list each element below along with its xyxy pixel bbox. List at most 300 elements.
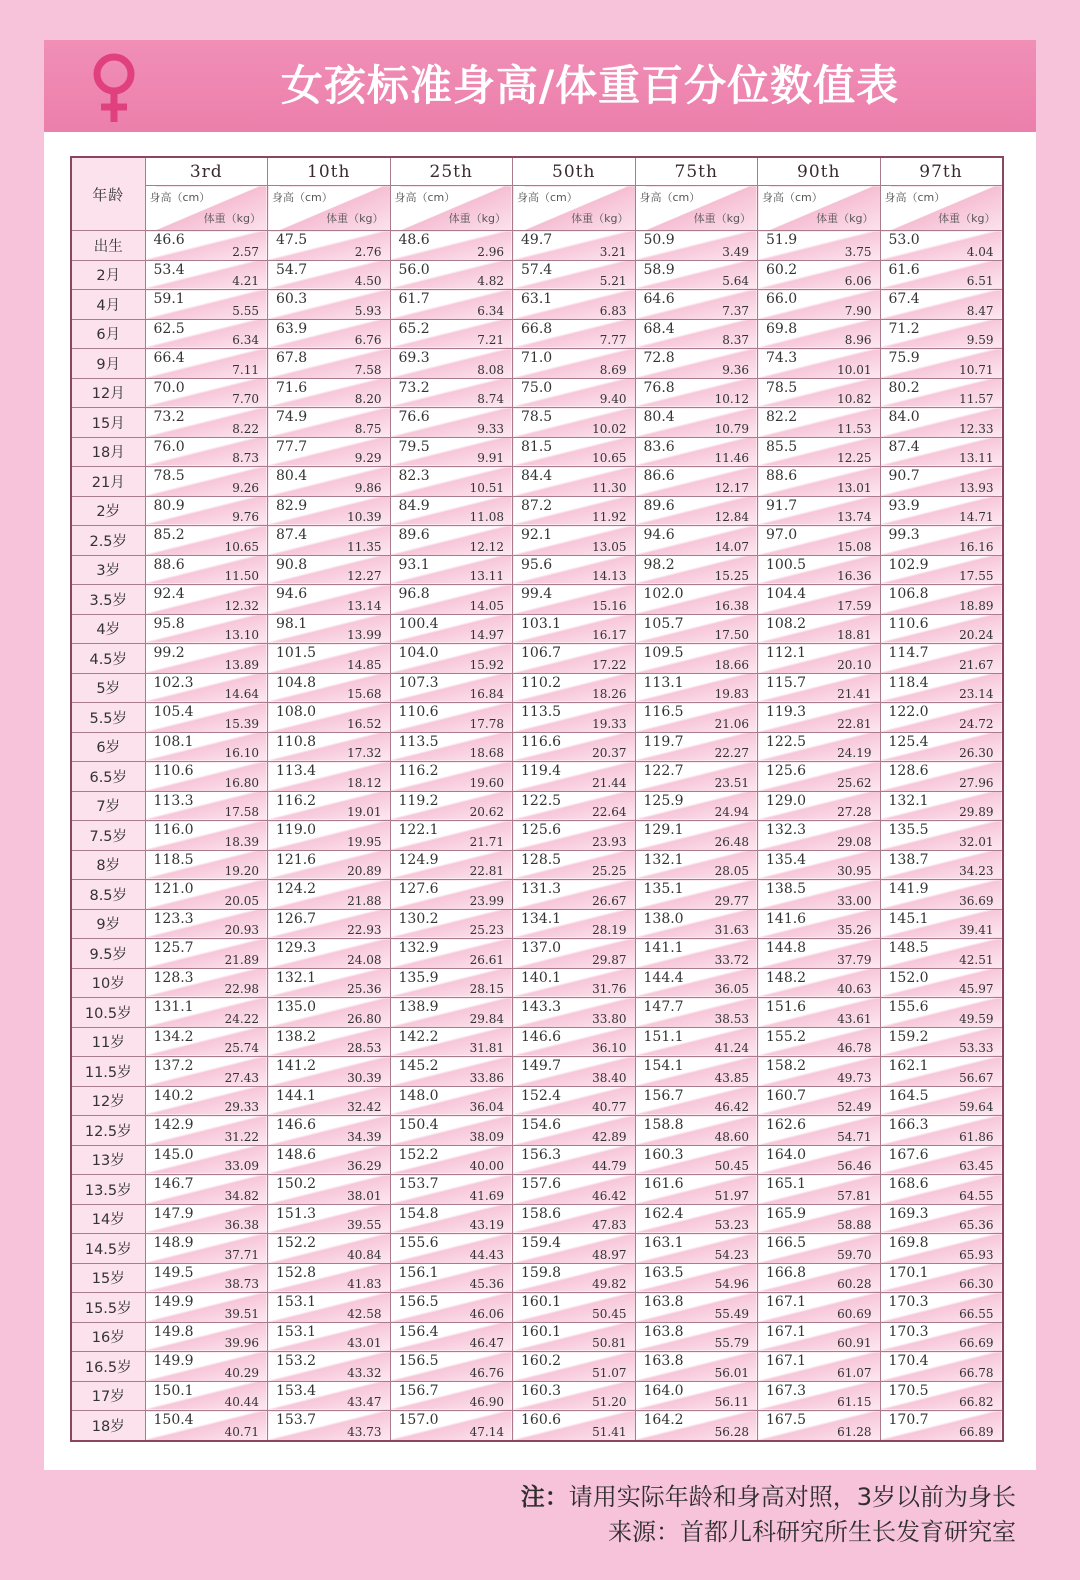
weight-value: 50.81 (592, 1336, 627, 1350)
value-cell (758, 319, 881, 349)
value-cell (635, 290, 758, 320)
height-value: 151.3 (276, 1205, 317, 1222)
value-cell (758, 260, 881, 290)
value-cell (390, 968, 513, 998)
weight-value: 20.89 (347, 864, 382, 878)
weight-value: 21.88 (347, 893, 382, 908)
value-cell (145, 850, 268, 880)
value-cell (635, 349, 758, 379)
height-value: 122.0 (888, 704, 929, 720)
value-cell (145, 1381, 268, 1411)
height-value: 149.5 (153, 1264, 194, 1281)
value-cell (268, 732, 391, 762)
table-row (71, 880, 1003, 910)
height-value: 113.5 (398, 733, 439, 750)
age-cell: 2岁 (71, 496, 145, 526)
value-cell (635, 998, 758, 1028)
age-cell: 11岁 (71, 1027, 145, 1057)
weight-value: 24.22 (224, 1011, 259, 1026)
height-value: 170.4 (888, 1353, 929, 1369)
weight-value: 23.14 (959, 687, 994, 701)
weight-value: 38.09 (469, 1129, 504, 1144)
weight-value: 31.63 (714, 923, 749, 937)
value-cell (880, 290, 1003, 320)
weight-value: 49.82 (592, 1277, 627, 1291)
value-cell (880, 821, 1003, 851)
weight-value: 14.71 (959, 510, 994, 524)
age-cell: 5.5岁 (71, 703, 145, 733)
value-cell (268, 349, 391, 379)
weight-value: 13.01 (837, 480, 872, 495)
value-cell (513, 585, 636, 615)
value-cell (390, 673, 513, 703)
value-cell (880, 1263, 1003, 1293)
weight-value: 33.80 (592, 1011, 627, 1026)
table-row (71, 1411, 1003, 1441)
height-value: 82.2 (766, 409, 798, 425)
weight-value: 16.80 (224, 775, 259, 790)
weight-value: 9.86 (354, 480, 382, 495)
value-cell (513, 378, 636, 408)
age-cell: 18月 (71, 437, 145, 467)
height-value: 88.6 (766, 468, 798, 484)
weight-value: 8.37 (722, 333, 749, 347)
height-value: 160.1 (521, 1323, 562, 1340)
value-cell (635, 231, 758, 261)
height-value: 71.0 (521, 350, 553, 366)
height-value: 85.2 (153, 527, 185, 543)
weight-value: 43.19 (469, 1218, 504, 1232)
value-cell (758, 821, 881, 851)
growth-table (70, 156, 1004, 1442)
value-cell (880, 1322, 1003, 1352)
value-cell (758, 1293, 881, 1323)
value-cell (880, 1411, 1003, 1441)
table-row (71, 1293, 1003, 1323)
table-row (71, 1263, 1003, 1293)
height-value: 59.1 (153, 291, 185, 307)
weight-value: 17.78 (469, 716, 504, 731)
value-cell (880, 1086, 1003, 1116)
value-cell (880, 1027, 1003, 1057)
height-value: 113.3 (153, 792, 194, 809)
weight-value: 22.98 (224, 982, 259, 996)
height-value: 108.1 (153, 733, 194, 750)
weight-value: 10.12 (714, 392, 749, 406)
table-row (71, 732, 1003, 762)
weight-value: 18.68 (469, 746, 504, 760)
weight-value: 29.84 (469, 1011, 504, 1026)
height-value: 148.2 (766, 969, 807, 986)
value-cell (513, 1293, 636, 1323)
height-value: 119.2 (398, 792, 439, 809)
weight-value: 51.97 (714, 1188, 749, 1203)
weight-value: 25.25 (592, 864, 627, 878)
note-text: 请用实际年龄和身高对照，3岁以前为身长 (568, 1483, 1016, 1511)
height-value: 100.5 (766, 556, 807, 573)
value-cell (758, 1411, 881, 1441)
weight-value: 7.37 (722, 303, 749, 318)
height-value: 153.7 (398, 1176, 439, 1192)
weight-value: 15.25 (714, 569, 749, 583)
weight-value: 13.11 (959, 451, 994, 465)
age-cell: 10岁 (71, 968, 145, 998)
value-cell (880, 1293, 1003, 1323)
weight-value: 5.21 (599, 274, 627, 288)
value-cell (513, 703, 636, 733)
value-cell (635, 968, 758, 998)
weight-value: 29.87 (592, 952, 627, 967)
weight-value: 18.26 (592, 687, 627, 701)
weight-value: 38.73 (224, 1277, 259, 1291)
value-cell (758, 1352, 881, 1382)
value-cell (145, 1116, 268, 1146)
weight-value: 10.01 (837, 362, 872, 377)
value-cell (635, 762, 758, 792)
weight-value: 40.44 (224, 1395, 259, 1409)
weight-value: 22.93 (347, 923, 382, 937)
value-cell (880, 1116, 1003, 1146)
weight-value: 21.71 (469, 834, 504, 849)
weight-value: 32.01 (959, 834, 994, 849)
value-cell (758, 1145, 881, 1175)
weight-value: 5.55 (232, 303, 259, 318)
weight-value: 26.30 (959, 746, 994, 760)
age-cell: 9岁 (71, 909, 145, 939)
value-cell (513, 1086, 636, 1116)
unit-header-cell (513, 186, 636, 231)
height-value: 127.6 (398, 881, 439, 897)
height-value: 94.6 (643, 527, 675, 543)
value-cell (513, 555, 636, 585)
age-cell: 13岁 (71, 1145, 145, 1175)
height-value: 63.9 (276, 320, 308, 337)
height-value: 144.4 (643, 969, 684, 986)
weight-value: 20.05 (224, 893, 259, 908)
height-value: 79.5 (398, 438, 430, 455)
value-cell (513, 939, 636, 969)
height-value: 75.0 (521, 379, 553, 396)
height-value: 164.5 (888, 1087, 929, 1104)
height-value: 89.6 (643, 497, 675, 514)
value-cell (513, 1116, 636, 1146)
height-value: 131.3 (521, 881, 562, 897)
weight-value: 18.12 (347, 775, 382, 790)
age-cell: 2.5岁 (71, 526, 145, 556)
weight-value: 5.64 (722, 274, 749, 288)
height-value: 107.3 (398, 674, 439, 691)
weight-value: 6.51 (966, 274, 994, 288)
table-row (71, 408, 1003, 438)
weight-value: 8.75 (354, 421, 382, 436)
age-cell: 12.5岁 (71, 1116, 145, 1146)
value-cell (758, 968, 881, 998)
height-value: 106.8 (888, 586, 929, 602)
weight-value: 19.95 (347, 834, 382, 849)
height-value: 160.3 (643, 1146, 684, 1163)
value-cell (758, 703, 881, 733)
value-cell (390, 290, 513, 320)
height-value: 66.4 (153, 350, 185, 366)
height-value: 110.2 (521, 674, 562, 691)
weight-value: 28.15 (469, 982, 504, 996)
note-line (521, 1480, 1016, 1515)
value-cell (758, 762, 881, 792)
value-cell (268, 260, 391, 290)
height-value: 104.8 (276, 674, 317, 691)
weight-value: 54.23 (714, 1247, 749, 1262)
height-value: 153.1 (276, 1294, 317, 1310)
value-cell (268, 614, 391, 644)
weight-value: 21.67 (959, 657, 994, 672)
value-cell (635, 673, 758, 703)
weight-value: 14.85 (347, 657, 382, 672)
weight-value: 66.30 (959, 1277, 994, 1291)
weight-value: 12.25 (837, 451, 872, 465)
value-cell (145, 526, 268, 556)
height-value: 81.5 (521, 438, 553, 455)
table-row (71, 939, 1003, 969)
height-unit-label: 身高（cm） (517, 191, 578, 204)
value-cell (513, 349, 636, 379)
weight-value: 22.81 (837, 716, 872, 731)
height-value: 155.6 (398, 1235, 439, 1251)
weight-value: 16.16 (959, 539, 994, 554)
height-value: 64.6 (643, 291, 675, 307)
value-cell (145, 939, 268, 969)
age-cell: 16岁 (71, 1322, 145, 1352)
percentile-header: 75th (635, 157, 758, 186)
weight-value: 38.53 (714, 1011, 749, 1026)
weight-value: 28.19 (592, 923, 627, 937)
height-value: 153.7 (276, 1412, 317, 1428)
table-row (71, 1116, 1003, 1146)
value-cell (758, 644, 881, 674)
weight-value: 8.69 (599, 362, 627, 377)
weight-value: 46.06 (469, 1306, 504, 1321)
value-cell (390, 1352, 513, 1382)
table-row (71, 821, 1003, 851)
weight-value: 4.82 (477, 274, 504, 288)
height-value: 76.0 (153, 438, 185, 455)
height-value: 170.7 (888, 1412, 929, 1428)
value-cell (268, 1322, 391, 1352)
weight-value: 6.06 (844, 274, 872, 288)
weight-value: 64.55 (959, 1188, 994, 1203)
unit-header-row (71, 186, 1003, 231)
weight-value: 8.73 (232, 451, 259, 465)
weight-value: 10.65 (224, 539, 259, 554)
table-row (71, 968, 1003, 998)
value-cell (145, 1293, 268, 1323)
value-cell (880, 703, 1003, 733)
height-value: 73.2 (398, 379, 430, 396)
value-cell (145, 349, 268, 379)
table-row (71, 231, 1003, 261)
height-value: 145.2 (398, 1058, 439, 1074)
value-cell (390, 939, 513, 969)
weight-value: 7.70 (232, 392, 259, 406)
weight-value: 56.11 (714, 1395, 749, 1409)
table-row (71, 467, 1003, 497)
weight-value: 31.76 (592, 982, 627, 996)
weight-value: 52.49 (837, 1100, 872, 1114)
value-cell (513, 998, 636, 1028)
height-value: 116.2 (398, 763, 439, 779)
weight-value: 26.67 (592, 893, 627, 908)
value-cell (758, 408, 881, 438)
weight-value: 21.06 (714, 716, 749, 731)
value-cell (268, 1381, 391, 1411)
age-cell: 2月 (71, 260, 145, 290)
height-value: 116.5 (643, 704, 684, 720)
table-row (71, 1086, 1003, 1116)
value-cell (513, 614, 636, 644)
height-value: 60.2 (766, 261, 798, 278)
age-cell: 3岁 (71, 555, 145, 585)
height-value: 125.7 (153, 940, 194, 956)
weight-value: 23.99 (469, 893, 504, 908)
value-cell (880, 526, 1003, 556)
weight-value: 44.43 (469, 1247, 504, 1262)
unit-header-cell (758, 186, 881, 231)
weight-value: 10.71 (959, 362, 994, 377)
height-value: 104.4 (766, 586, 807, 602)
value-cell (513, 762, 636, 792)
height-value: 94.6 (276, 586, 308, 602)
weight-value: 19.83 (714, 687, 749, 701)
table-row (71, 1234, 1003, 1264)
weight-value: 24.19 (837, 746, 872, 760)
table-row (71, 1381, 1003, 1411)
height-value: 156.7 (398, 1382, 439, 1399)
value-cell (390, 644, 513, 674)
value-cell (268, 1086, 391, 1116)
value-cell (145, 437, 268, 467)
value-cell (513, 1175, 636, 1205)
height-value: 93.9 (888, 497, 920, 514)
value-cell (880, 732, 1003, 762)
height-value: 113.4 (276, 763, 317, 779)
height-value: 122.5 (521, 792, 562, 809)
age-cell: 9月 (71, 349, 145, 379)
height-value: 141.9 (888, 881, 929, 897)
height-value: 69.8 (766, 320, 798, 337)
height-value: 50.9 (643, 232, 675, 248)
weight-unit-label: 体重（kg） (448, 212, 506, 225)
value-cell (513, 1381, 636, 1411)
value-cell (635, 732, 758, 762)
height-value: 82.3 (398, 468, 430, 484)
weight-value: 66.69 (959, 1336, 994, 1350)
value-cell (758, 496, 881, 526)
weight-value: 10.02 (592, 421, 627, 436)
weight-value: 38.40 (592, 1070, 627, 1085)
height-value: 92.1 (521, 527, 553, 543)
height-value: 113.5 (521, 704, 562, 720)
value-cell (635, 1116, 758, 1146)
height-value: 105.4 (153, 704, 194, 720)
weight-value: 33.09 (224, 1159, 259, 1173)
value-cell (880, 349, 1003, 379)
height-value: 101.5 (276, 645, 317, 661)
height-value: 53.0 (888, 232, 920, 248)
weight-value: 24.72 (959, 716, 994, 731)
height-value: 162.6 (766, 1117, 807, 1133)
height-value: 54.7 (276, 261, 308, 278)
value-cell (880, 260, 1003, 290)
height-value: 99.2 (153, 645, 185, 661)
weight-value: 17.22 (592, 657, 627, 672)
weight-value: 8.22 (232, 421, 259, 436)
height-value: 160.2 (521, 1353, 562, 1369)
height-value: 121.6 (276, 851, 317, 868)
weight-value: 11.30 (592, 480, 627, 495)
value-cell (880, 1057, 1003, 1087)
height-value: 149.8 (153, 1323, 194, 1340)
value-cell (758, 1204, 881, 1234)
weight-value: 39.51 (224, 1306, 259, 1321)
value-cell (390, 1175, 513, 1205)
height-value: 137.2 (153, 1058, 194, 1074)
height-value: 84.4 (521, 468, 553, 484)
value-cell (145, 1322, 268, 1352)
height-value: 170.1 (888, 1264, 929, 1281)
value-cell (635, 408, 758, 438)
height-value: 110.6 (888, 615, 929, 632)
value-cell (513, 791, 636, 821)
weight-value: 17.59 (837, 598, 872, 613)
height-value: 105.7 (643, 615, 684, 632)
value-cell (390, 585, 513, 615)
height-value: 163.8 (643, 1353, 684, 1369)
weight-value: 18.66 (714, 657, 749, 672)
value-cell (513, 909, 636, 939)
value-cell (635, 850, 758, 880)
value-cell (268, 791, 391, 821)
height-value: 163.8 (643, 1323, 684, 1340)
weight-value: 9.76 (232, 510, 259, 524)
value-cell (635, 260, 758, 290)
weight-value: 54.71 (837, 1129, 872, 1144)
weight-value: 35.26 (837, 923, 872, 937)
value-cell (513, 1204, 636, 1234)
value-cell (145, 378, 268, 408)
weight-value: 36.29 (347, 1159, 382, 1173)
value-cell (758, 850, 881, 880)
percentile-header: 3rd (145, 157, 268, 186)
value-cell (635, 555, 758, 585)
height-value: 61.7 (398, 291, 430, 307)
height-value: 167.1 (766, 1353, 807, 1369)
weight-value: 7.90 (844, 303, 872, 318)
height-value: 66.8 (521, 320, 553, 337)
weight-value: 4.50 (354, 274, 382, 288)
height-value: 158.2 (766, 1058, 807, 1074)
value-cell (145, 762, 268, 792)
value-cell (390, 880, 513, 910)
value-cell (268, 1204, 391, 1234)
height-value: 58.9 (643, 261, 675, 278)
height-value: 170.5 (888, 1382, 929, 1399)
height-value: 138.5 (766, 881, 807, 897)
weight-value: 9.91 (477, 451, 504, 465)
weight-value: 22.81 (469, 864, 504, 878)
weight-value: 39.96 (224, 1336, 259, 1350)
height-value: 158.6 (521, 1205, 562, 1222)
age-cell: 9.5岁 (71, 939, 145, 969)
weight-value: 45.97 (959, 982, 994, 996)
